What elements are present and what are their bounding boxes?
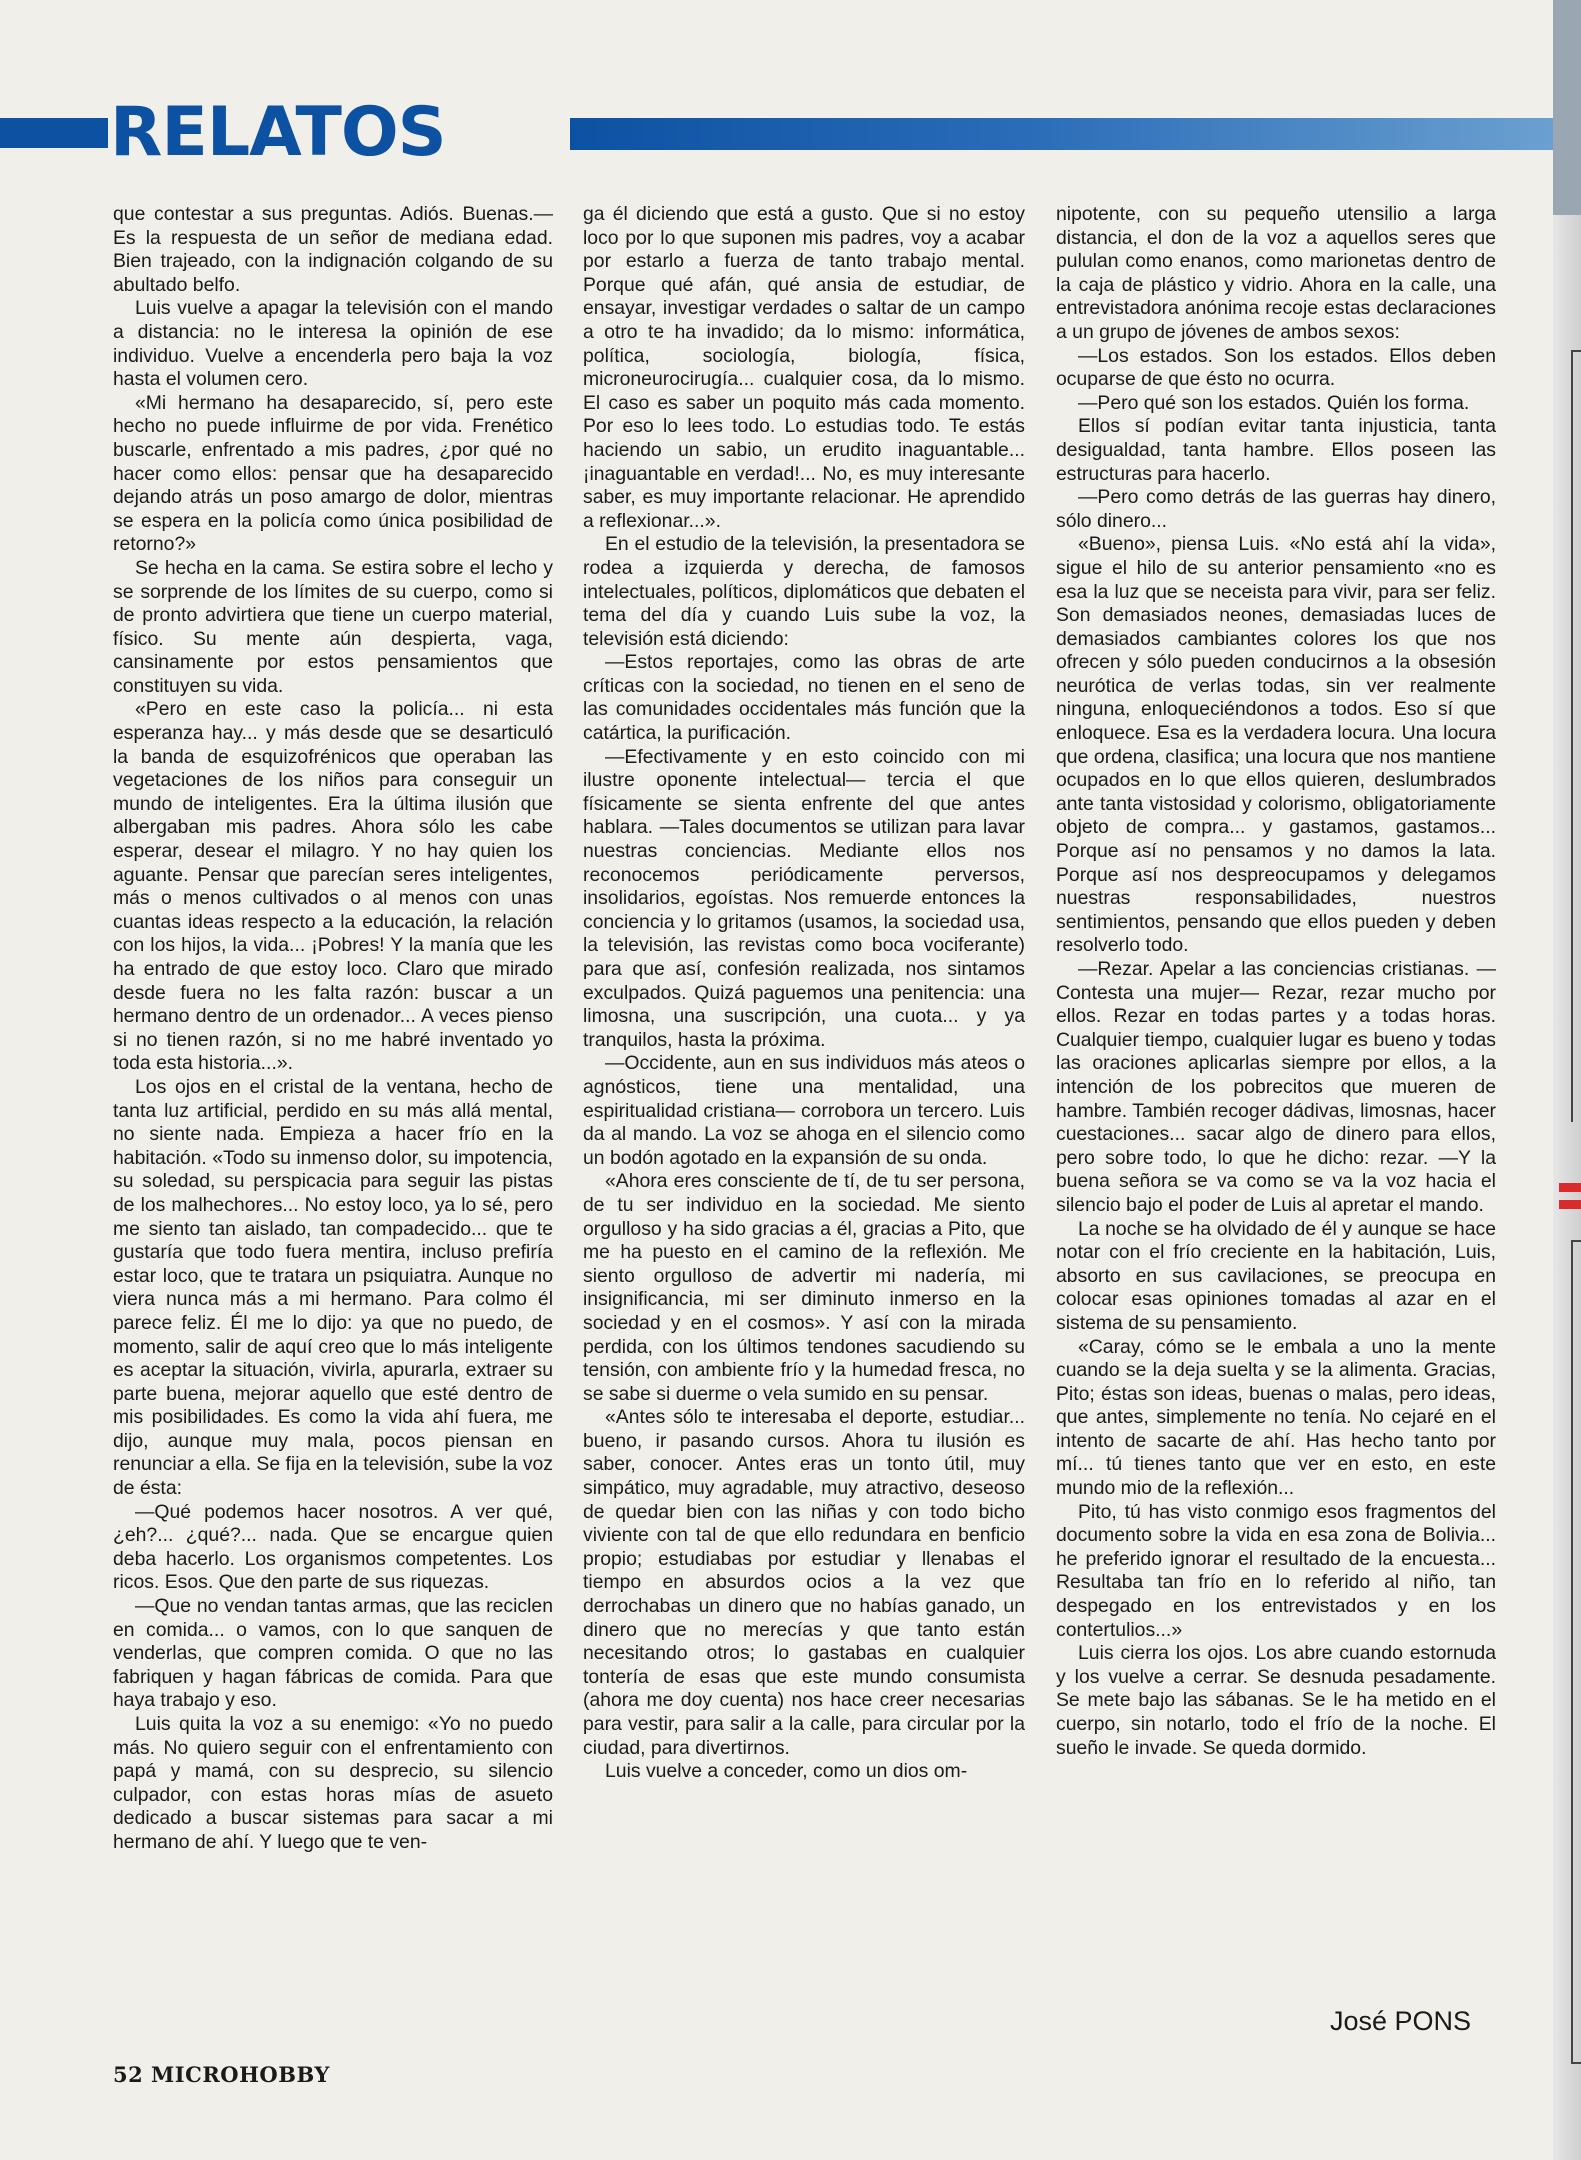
edge-frame-bottom	[1571, 1240, 1581, 2064]
article-paragraph: —Efectivamente y en esto coincido con mi ilustre oponente intelectual— tercia el que físicamente se sienta enfrente del que antes hablara. —Tales documentos se utilizan para lavar nuestras conciencias. Mediante ellos nos reconocemos periódicamente perversos, insolidarios, egoístas. Nos remuerde entonces la conciencia y lo gritamos (usamos, la sociedad usa, la televisión, las revistas como boca vociferante) para que así, confesión realizada, nos sintamos exculpados. Quizá paguemos una penitencia: una limosna, una suscripción, una cuota... y ya tranquilos, hasta la próxima.	[583, 745, 1025, 1051]
article-paragraph: «Ahora eres consciente de tí, de tu ser persona, de tu ser individuo en la sociedad. Me siento orgulloso y ha sido gracias a él, gracias a Pito, que me ha puesto en el camino de la reflexión. Me siento orgulloso de advertir mi nadería, mi insignificancia, mi ser diminuto inmerso en la sociedad y en el cosmos». Y así con la mirada perdida, con los últimos tendones sacudiendo su tensión, con ambiente frío y la humedad fresca, no se sabe si duerme o vela sumido en su pensar.	[583, 1170, 1025, 1405]
article-paragraph: «Pero en este caso la policía... ni esta esperanza hay... y más desde que se desarticuló la banda de esquizofrénicos que operaban las vegetaciones de los niños para conseguir un mundo de inteligentes. Era la última ilusión que albergaban mis padres. Ahora sólo les cabe esperar, desear el milagro. Y no hay quien los aguante. Pensar que parecían seres inteligentes, más o menos cultivados o al menos con unas cuantas ideas respecto a la educación, la relación con los hijos, la vida... ¡Pobres! Y la manía que les ha entrado de que estoy loco. Claro que mirado desde fuera no les falta razón: buscar a un hermano dentro de un ordenador... A veces pienso si no tienen razón, si no me habré inventado yo toda esta historia...».	[113, 698, 553, 1075]
article-paragraph: Pito, tú has visto conmigo esos fragmentos del documento sobre la vida en esa zona de Bolivia... he preferido ignorar el resultado de la encuesta... Resultaba tan frío en lo referido al niño, tan despegado en los entrevistados y en los contertulios...»	[1056, 1500, 1496, 1641]
article-paragraph: Los ojos en el cristal de la ventana, hecho de tanta luz artificial, perdido en su más allá mental, no siente nada. Empieza a hacer frío en la habitación. «Todo su inmenso dolor, su impotencia, su soledad, su perspicacia para seguir las pistas de los malhechores... No estoy loco, ya lo sé, pero me siento tan aislado, tan compadecido... que te gustaría que todo fuera mentira, incluso prefiría estar loco, que te tratara un psiquiatra. Aunque no viera nunca más a mi hermano. Para colmo él parece feliz. Él me lo dijo: ya que no puedo, de momento, salir de aquí creo que lo más inteligente es aceptar la situación, vivirla, apurarla, extraer su parte buena, mejorar aquello que esté dentro de mis posibilidades. Es como la vida ahí fuera, me dijo, aunque muy mala, pocos piensan en renunciar a ella. Se fija en la televisión, sube la voz de ésta:	[113, 1075, 553, 1500]
article-paragraph: —Pero qué son los estados. Quién los forma.	[1078, 391, 1470, 414]
article-paragraph: En el estudio de la televisión, la presentadora se rodea a izquierda y derecha, de famosos intelectuales, políticos, diplomáticos que debaten el tema del día y cuando Luis sube la voz, la televisión está diciendo:	[583, 533, 1025, 650]
article-column-2	[583, 203, 1025, 2033]
edge-red-mark	[1559, 1200, 1581, 1209]
article-paragraph: Luis cierra los ojos. Los abre cuando estornuda y los vuelve a cerrar. Se desnuda pesadamente. Se mete bajo las sábanas. Se le ha metido en el cuerpo, sin notarlo, todo el frío de la noche. El sueño le invade. Se queda dormido.	[1056, 1642, 1496, 1759]
article-paragraph: —Que no vendan tantas armas, que las reciclen en comida... o vamos, con lo que sanquen de venderlas, que compren comida. O que no las fabriquen y hagan fábricas de comida. Para que haya trabajo y eso.	[113, 1595, 553, 1712]
article-paragraph: —Rezar. Apelar a las conciencias cristianas. —Contesta una mujer— Rezar, rezar mucho por ellos. Rezar en todas partes y a todas horas. Cualquier tiempo, cualquier lugar es bueno y todas las oraciones aplicarlas siempre por ellos, a la intención de los pobrecitos que mueren de hambre. También recoger dádivas, limosnas, hacer cuestaciones... sacar algo de dinero para ellos, pero sobre todo, lo que he dicho: rezar. —Y la buena señora se va como se va la voz hacia el silencio bajo el poder de Luis al apretar el mando.	[1056, 958, 1496, 1216]
article-paragraph: «Bueno», piensa Luis. «No está ahí la vida», sigue el hilo de su anterior pensamiento «no es esa la luz que se neceista para vivir, para ser feliz. Son demasiados neones, demasiadas luces de demasiados cambiantes colores los que nos ofrecen y sólo pueden conducirnos a la obsesión neurótica de verlas todas, sin ver realmente ninguna, enloqueciéndonos a todos. Eso sí que enloquece. Esa es la verdadera locura. Una locura que ordena, clasifica; una locura que nos mantiene ocupados en lo que ellos quieren, deslumbrados ante tanta vistosidad y colorismo, obligatoriamente objeto de compra... y gastamos, gastamos... Porque así no pensamos y no damos la lata. Porque así nos despreocupamos y delegamos nuestras responsabilidades, nuestros sentimientos, pensando que ellos pueden y deben resolverlo todo.	[1056, 533, 1496, 957]
edge-red-mark	[1559, 1183, 1581, 1192]
article-paragraph: La noche se ha olvidado de él y aunque se hace notar con el frío creciente en la habitación, Luis, absorto en sus cavilaciones, se preocupa en colocar esas opiniones tomadas al azar en el sistema de su pensamiento.	[1056, 1217, 1496, 1334]
article-paragraph: Luis vuelve a apagar la televisión con el mando a distancia: no le interesa la opinión de ese individuo. Vuelve a encenderla pero baja la voz hasta el volumen cero.	[113, 297, 553, 391]
article-paragraph: ga él diciendo que está a gusto. Que si no estoy loco por lo que suponen mis padres, voy a acabar por estarlo a fuerza de tanto trabajo mental. Porque qué afán, qué ansia de estudiar, de ensayar, investigar verdades o saltar de un campo a otro te ha invadido; da lo mismo: informática, política, sociología, biología, física, microneurocirugía... cualquier cosa, da lo mismo. El caso es saber un poquito más cada momento. Por eso lo lees todo. Lo estudias todo. Te estás haciendo un sabio, un erudito inaguantable... ¡inaguantable en verdad!... No, es muy interesante saber, es muy importante relacionar. He aprendido a reflexionar...».	[583, 203, 1025, 532]
article-paragraph: —Estos reportajes, como las obras de arte críticas con la sociedad, no tienen en el seno de las comunidades occidentales más función que la catártica, la purificación.	[583, 651, 1025, 745]
edge-frame-top	[1571, 350, 1581, 1122]
edge-gray-block	[1553, 0, 1581, 215]
article-paragraph: —Occidente, aun en sus individuos más ateos o agnósticos, tiene una mentalidad, una espiritualidad cristiana— corrobora un tercero. Luis da al mando. La voz se ahoga en el silencio como un bodón agotado en la expansión de su onda.	[583, 1052, 1025, 1169]
article-paragraph: Ellos sí podían evitar tanta injusticia, tanta desigualdad, tanta hambre. Ellos poseen las estructuras para hacerlo.	[1056, 415, 1496, 485]
header-gradient-bar	[570, 118, 1581, 150]
article-paragraph: —Pero como detrás de las guerras hay dinero, sólo dinero...	[1056, 486, 1496, 532]
article-paragraph: Luis quita la voz a su enemigo: «Yo no puedo más. No quiero seguir con el enfrentamiento con papá y mamá, con su desprecio, su silencio culpador, con estas horas mías de asueto dedicado a buscar sistemas para sacar a mi hermano de ahí. Y luego que te ven-	[113, 1713, 553, 1853]
adjacent-page-edge	[1553, 0, 1581, 2160]
section-title: RELATOS	[110, 93, 446, 172]
section-header	[0, 93, 1581, 172]
article-paragraph: —Qué podemos hacer nosotros. A ver qué, ¿eh?... ¿qué?... nada. Que se encargue quien deba hacerlo. Los organismos competentes. Los ricos. Esos. Que den parte de sus riquezas.	[113, 1500, 553, 1594]
article-paragraph: Luis vuelve a conceder, como un dios om-	[605, 1760, 968, 1783]
article-paragraph: Se hecha en la cama. Se estira sobre el lecho y se sorprende de los límites de su cuerpo, como si de pronto advirtiera que tiene un cuerpo material, físico. Su mente aún despierta, vaga, cansinamente por estos pensamientos que constituyen su vida.	[113, 556, 553, 697]
article-paragraph: —Los estados. Son los estados. Ellos deben ocuparse de que ésto no ocurra.	[1056, 344, 1496, 391]
header-left-bar	[0, 118, 108, 148]
article-paragraph: que contestar a sus preguntas. Adiós. Buenas.— Es la respuesta de un señor de mediana edad. Bien trajeado, con la indignación colgando de su abultado belfo.	[113, 203, 553, 296]
article-paragraph: «Caray, cómo se le embala a uno la mente cuando se la deja suelta y se la alimenta. Gracias, Pito; éstas son ideas, buenas o malas, pero ideas, que antes, simplemente no tenía. No cejaré en el intento de sacarte de ahí. Has hecho tanto por mí... tú tienes tanto que ver en esto, en este mundo mio de la reflexión...	[1056, 1335, 1496, 1500]
article-paragraph: nipotente, con su pequeño utensilio a larga distancia, el don de la voz a aquellos seres que pululan como enanos, como marionetas dentro de la caja de plástico y vidrio. Ahora en la calle, una entrevistadora anónima recoje estas declaraciones a un grupo de jóvenes de ambos sexos:	[1056, 203, 1496, 343]
article-paragraph: «Mi hermano ha desaparecido, sí, pero este hecho no puede influirme de por vida. Frenético buscarle, enfrentado a mis padres, ¿por qué no hacer como ellos: pensar que ha desaparecido dejando atrás un poso amargo de dolor, mientras se espera en la policía como única posibilidad de retorno?»	[113, 391, 553, 556]
article-column-3	[1056, 203, 1496, 2033]
author-signature: José PONS	[1330, 2006, 1472, 2036]
page-footer: 52 MICROHOBBY	[113, 2062, 330, 2087]
article-column-1	[113, 203, 553, 2033]
article-paragraph: «Antes sólo te interesaba el deporte, estudiar... bueno, ir pasando cursos. Ahora tu ilusión es saber, conocer. Antes eras un tonto útil, muy simpático, muy agradable, muy atractivo, deseoso de quedar bien con las niñas y con todo bicho viviente con tal de que ello redundara en benficio propio; estudiabas por estudiar y llenabas el tiempo en absurdos ocios a la vez que derrochabas un dinero que no habías ganado, un dinero que no merecías y que tanto están necesitando otros; lo gastabas en cualquier tontería de esas que este mundo consumista (ahora me doy cuenta) nos hace creer necesarias para vestir, para salir a la calle, para circular por la ciudad, para divertirnos.	[583, 1406, 1025, 1759]
